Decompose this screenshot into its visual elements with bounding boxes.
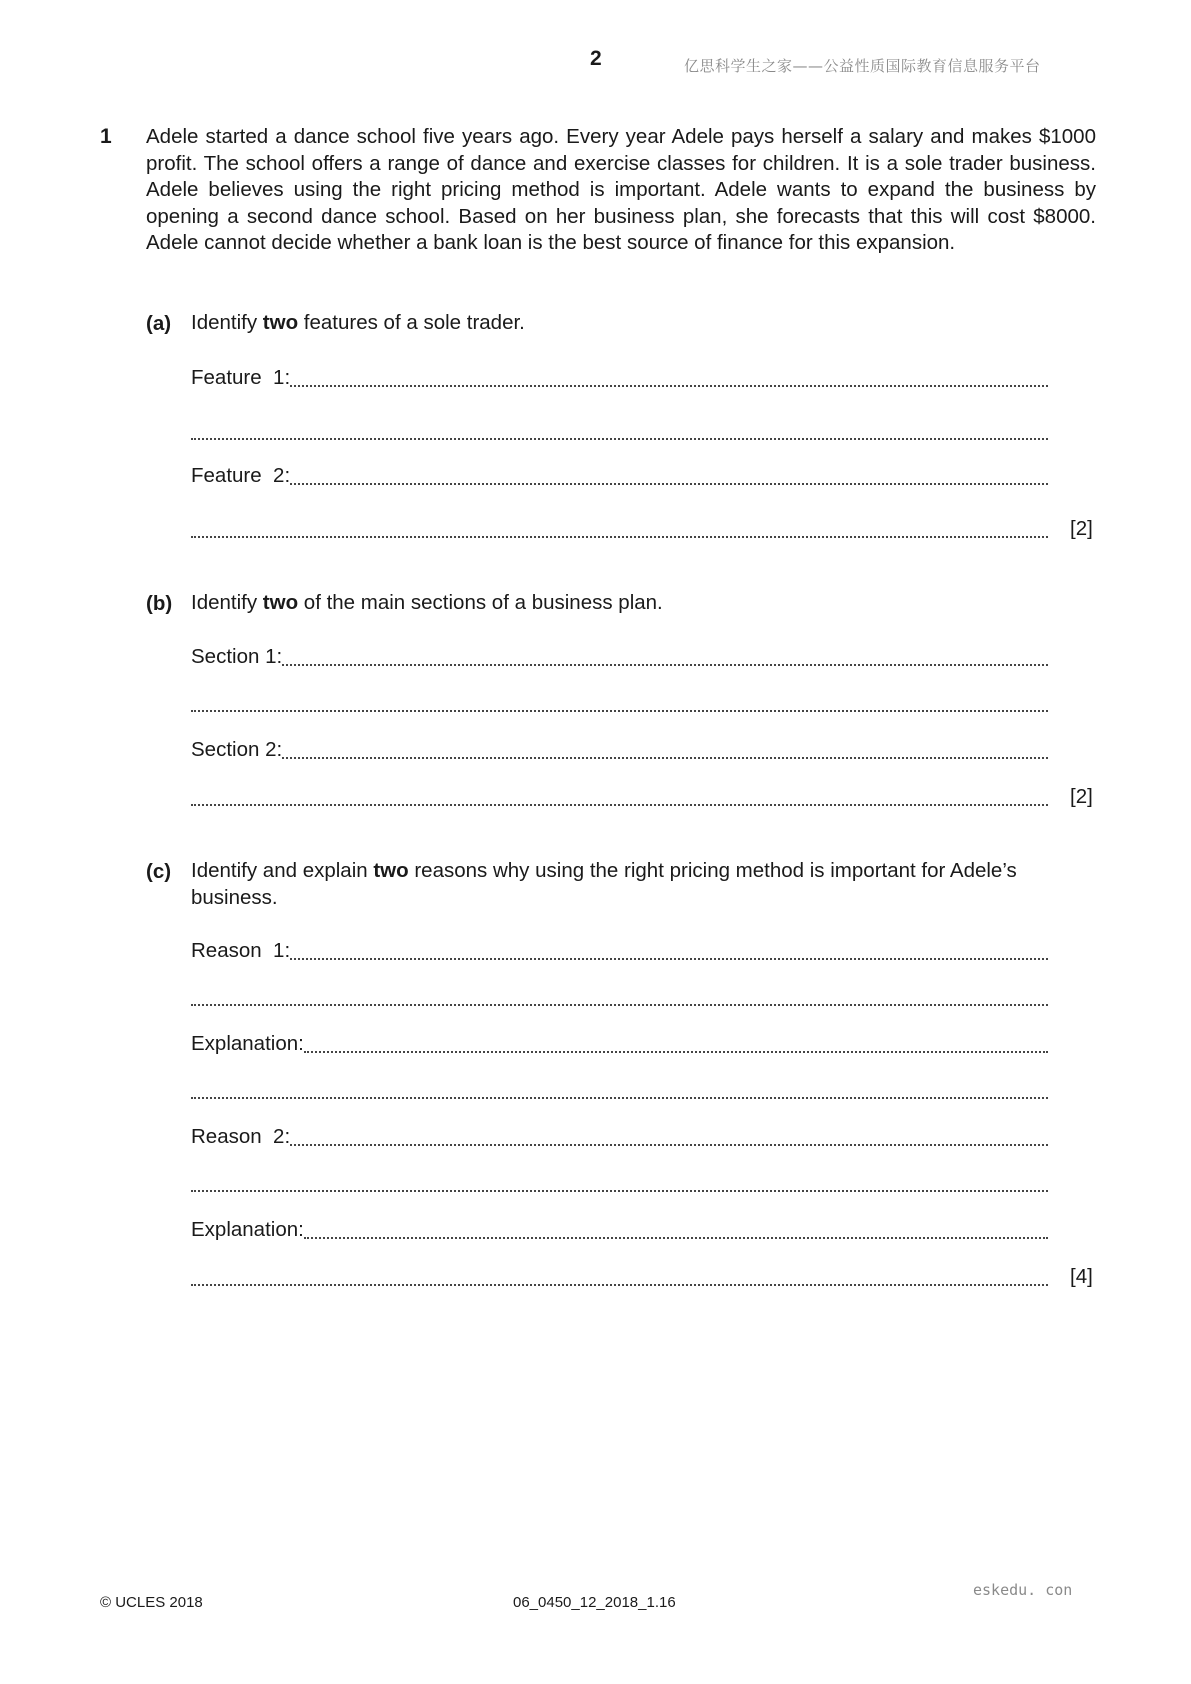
answer-line-c8[interactable] (191, 1263, 1048, 1289)
part-a-label: (a) (146, 312, 172, 335)
copyright: © UCLES 2018 (100, 1594, 203, 1611)
answer-line-c2[interactable] (191, 983, 1048, 1009)
answer-line-a3[interactable] (191, 462, 1048, 488)
answer-line-c1[interactable] (191, 937, 1048, 963)
answer-label: Reason 2: (191, 1125, 291, 1148)
answer-line-c4[interactable] (191, 1076, 1048, 1102)
watermark-text: 亿思科学生之家——公益性质国际教育信息服务平台 (684, 57, 1041, 75)
document-code: 06_0450_12_2018_1.16 (513, 1594, 676, 1611)
answer-line-a4[interactable] (191, 515, 1048, 541)
answer-line-b3[interactable] (191, 736, 1048, 762)
answer-line-a1[interactable] (191, 364, 1048, 390)
part-c-label: (c) (146, 860, 172, 883)
answer-label: Section 1: (191, 645, 283, 668)
answer-line-c3[interactable] (191, 1030, 1048, 1056)
site-watermark: eskedu. con (973, 1581, 1073, 1599)
marks-c: [4] (1070, 1265, 1093, 1288)
answer-label: Explanation: (191, 1218, 304, 1241)
answer-line-c6[interactable] (191, 1169, 1048, 1195)
answer-label: Feature 1: (191, 366, 291, 389)
part-b-prompt: Identify two of the main sections of a business plan. (191, 591, 663, 614)
part-a-prompt: Identify two features of a sole trader. (191, 311, 525, 334)
answer-line-a2[interactable] (191, 417, 1048, 443)
marks-a: [2] (1070, 517, 1093, 540)
answer-line-c7[interactable] (191, 1216, 1048, 1242)
answer-line-b2[interactable] (191, 689, 1048, 715)
answer-line-c5[interactable] (191, 1123, 1048, 1149)
answer-line-b4[interactable] (191, 783, 1048, 809)
answer-label: Feature 2: (191, 464, 291, 487)
question-intro: Adele started a dance school five years ago. Every year Adele pays herself a salary and makes $1000 profit. The school offers a range of dance and exercise classes for children. It is a sole trader business. Adele believes using the right pricing method is important. Adele wants to expand the business by opening a second dance school. Based on her business plan, she forecasts that this will cost $8000. Adele cannot decide whether a bank loan is the best source of finance for this expansion. (146, 125, 1096, 255)
answer-label: Explanation: (191, 1032, 304, 1055)
part-c-prompt: Identify and explain two reasons why using the right pricing method is important for Adele’s business. (191, 859, 1017, 909)
answer-line-b1[interactable] (191, 643, 1048, 669)
question-number: 1 (100, 125, 112, 148)
page-number: 2 (590, 47, 602, 70)
part-b-label: (b) (146, 592, 173, 615)
answer-label: Section 2: (191, 738, 283, 761)
marks-b: [2] (1070, 785, 1093, 808)
answer-label: Reason 1: (191, 939, 291, 962)
